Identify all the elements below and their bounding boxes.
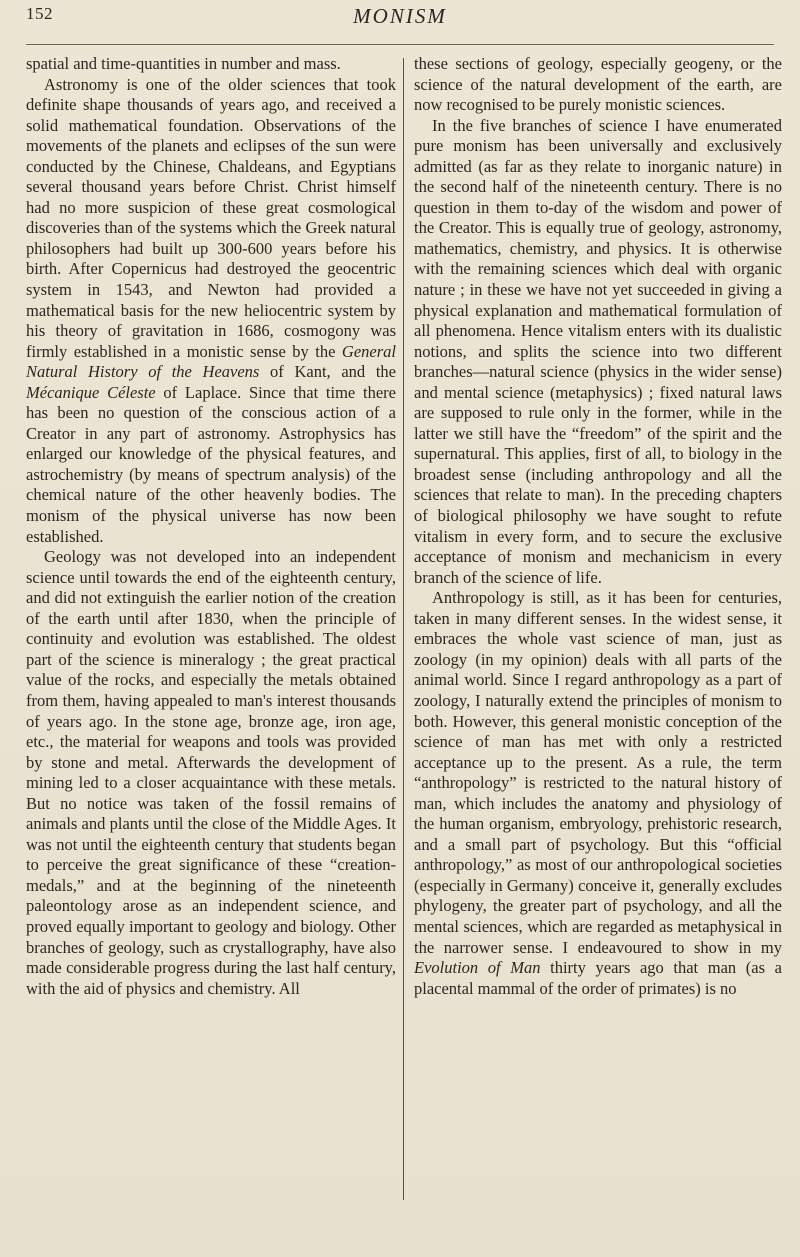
text-run: of Kant, and the [259, 362, 396, 382]
page-header [26, 4, 774, 45]
column-divider [403, 58, 404, 1200]
page-number: 152 [26, 4, 53, 23]
paragraph-geology: Geology was not developed into an independent science until towards the end of the eighteenth century, and did not extinguish the earlier notion of the creation of the earth until after 1830, when the principle of continuity and evolution was established. The oldest part of the science is mineralogy ; the great practical value of the rocks, and especially the metals obtained from them, having appealed to man's interest thousands of years ago. In the stone age, bronze age, iron age, etc., the material for weapons and tools was provided by stone and metal. Afterwards the development of mining led to a closer acquaintance with these metals. But no notice was taken of the fossil remains of animals and plants until the close of the Middle Ages. It was not until the eighteenth century that students began to perceive the great significance of these “creation-medals,” and at the beginning of the nineteenth paleontology arose as an independent science, and proved equally important to geology and biology. Other branches of geology, such as crystallography, have also made considerable progress during the last half century, with the aid of physics and chemistry. All [26, 547, 396, 998]
paragraph-astronomy [26, 75, 396, 548]
running-title: MONISM [353, 4, 447, 28]
paragraph-anthropology [414, 588, 782, 999]
book-title: Mécanique Céleste [26, 382, 156, 402]
text-run: of Laplace. Since that time there has been no question of the conscious action of a Creator in any part of astronomy. Astrophysics has enlarged our knowledge of the physical features, and astrochemistry (by means of spectrum analysis) of the chemical nature of the other heavenly bodies. The monism of the physical universe has now been established. [26, 382, 396, 546]
paragraph: spatial and time-quantities in number and mass. [26, 54, 341, 73]
book-title: Evolution of Man [414, 958, 541, 978]
paragraph-five-branches: In the five branches of science I have enumerated pure monism has been universally and exclusively admitted (as far as they relate to inorganic nature) in the second half of the nineteenth century. There is no question in them to-day of the wisdom and power of the Creator. This is equally true of geology, astronomy, mathematics, chemistry, and physics. It is otherwise with the remaining sciences which deal with organic nature ; in these we have not yet succeeded in giving a physical explanation and mathematical formulation of all phenomena. Hence vitalism enters with its dualistic notions, and splits the science into two different branches—natural science (physics in the wider sense) and mental science (metaphysics) ; fixed natural laws are supposed to rule only in the former, while in the latter we still have the “freedom” of the spirit and the supernatural. This applies, first of all, to biology in the broadest sense (including anthropology and all the sciences that relate to man). In the preceding chapters of biological philosophy we have sought to refute vitalism in every form, and to secure the exclusive acceptance of monism and mechanicism in every branch of the science of life. [414, 115, 782, 587]
paragraph: these sections of geology, especially geogeny, or the science of the natural development of the earth, are now recognised to be purely monistic sciences. [414, 54, 782, 115]
text-run: Astronomy is one of the older sciences that took definite shape thousands of years ago, and received a solid mathematical foundation. Observations of the movements of the planets and eclipses of the sun were conducted by the Chinese, Chaldeans, and Egyptians several thousand years before Christ. Christ himself had no more suspicion of these great cosmological discoveries than of the systems which the Greek natural philosophers had built up 300-600 years before his birth. After Copernicus had destroyed the geocentric system in 1543, and Newton had provided a mathematical basis for the new heliocentric system by his theory of gravitation in 1686, cosmogony was firmly established in a monistic sense by the [26, 74, 396, 361]
right-column [414, 54, 782, 999]
left-column [26, 54, 396, 999]
text-run: Anthropology is still, as it has been for centuries, taken in many different senses. In the widest sense, it embraces the whole vast science of man, just as zoology (in my opinion) deals with all parts of the animal world. Since I regard anthropology as a part of zoology, I naturally extend the principles of monism to both. However, this general monistic conception of the science of man has met with only a restricted acceptance up to the present. As a rule, the term “anthropology” is restricted to the natural history of man, which includes the anatomy and physiology of the human organism, embryology, prehistoric research, and a small part of psychology. But this “official anthropology,” as most of our anthropological societies (especially in Germany) conceive it, generally excludes phylogeny, the greater part of psychology, and all the mental sciences, which are regarded as metaphysical in the narrower sense. I endeavoured to show in my [414, 588, 782, 957]
book-title: General Natural History of the Heavens [26, 341, 396, 382]
text-run: thirty years ago that man (as a placental mammal of the order of primates) is no [414, 958, 782, 998]
